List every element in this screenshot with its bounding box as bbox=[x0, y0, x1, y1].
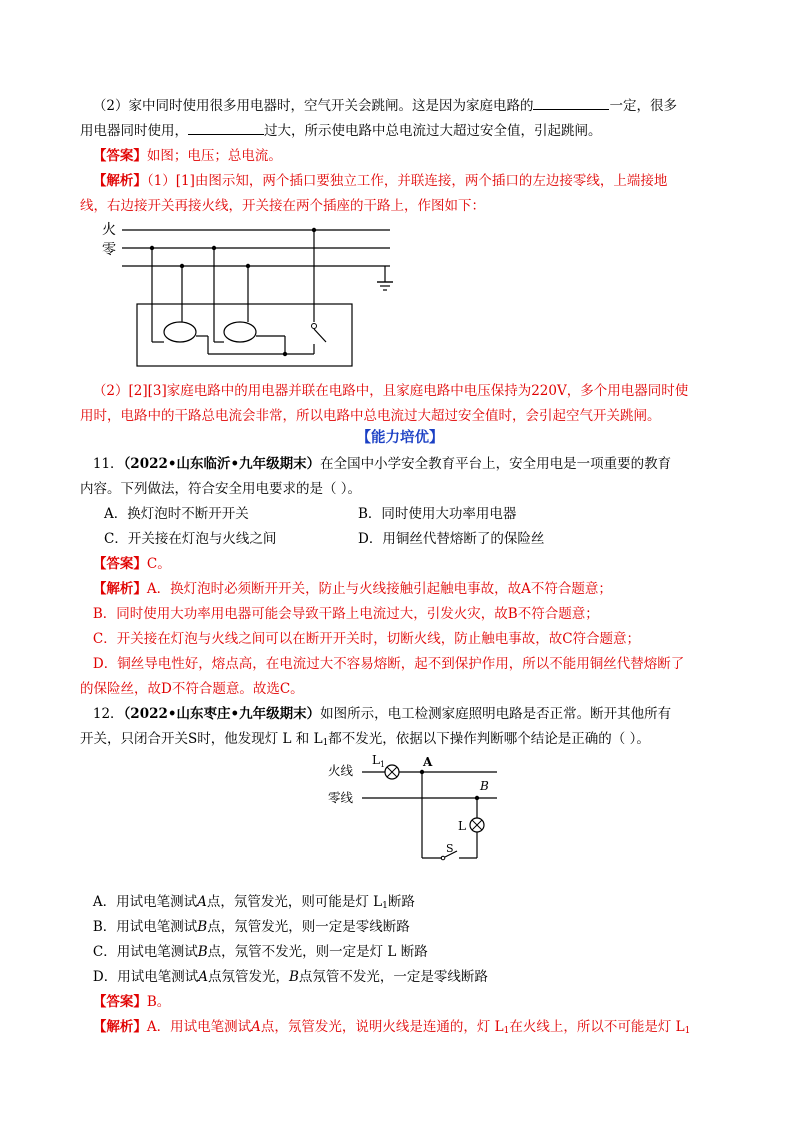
q12-option-c[interactable]: C．用试电笔测试B点，氖管不发光，则一定是灯 L 断路 bbox=[92, 944, 428, 960]
q10-part2-line1: （2）家中同时使用很多用电器时，空气开关会跳闸。这是因为家庭电路的 一定，很多 bbox=[92, 98, 677, 114]
q12-line2: 开关，只闭合开关S时，他发现灯 L 和 $L_1$都不发光，依据以下操作判断哪个结论是正确的（ ）。 bbox=[80, 731, 650, 748]
q11-option-a[interactable]: A．换灯泡时不断开开关 bbox=[104, 506, 249, 522]
q11-answer: 【答案】C。 bbox=[92, 556, 171, 572]
q10-analysis-line2: 线，右边接开关再接火线，开关接在两个插座的干路上，作图如下： bbox=[80, 198, 485, 214]
zero-wire-label: 零 bbox=[102, 242, 116, 258]
answer-blank[interactable] bbox=[188, 122, 264, 135]
switch bbox=[314, 329, 326, 342]
answer-blank[interactable] bbox=[533, 97, 609, 110]
q11-analysis-1: 【解析】A．换灯泡时必须断开开关，防止与火线接触引起触电事故，故A不符合题意； bbox=[92, 581, 612, 597]
q12-option-d[interactable]: D．用试电笔测试A点氖管发光，B点氖管不发光，一定是零线断路 bbox=[92, 969, 488, 985]
q12-option-a[interactable]: A．用试电笔测试A点，氖管发光，则可能是灯 $L_1$断路 bbox=[92, 894, 415, 911]
q11-line1: 11．（2022•山东临沂•九年级期末）在全国中小学安全教育平台上，安全用电是一项重要的教育 bbox=[92, 456, 672, 472]
fire-line-label: 火线 bbox=[328, 763, 354, 778]
q11-analysis-2: B．同时使用大功率用电器可能会导致干路上电流过大，引发火灾，故B不符合题意； bbox=[92, 606, 599, 622]
point-a-label: A bbox=[423, 755, 433, 769]
lamp-l-label: L bbox=[458, 819, 466, 833]
q12-analysis-1: 【解析】A．用试电笔测试A点，氖管发光，说明火线是连通的，灯 $L_1$在火线上，所以不可能是灯 $L_1$ bbox=[92, 1019, 691, 1036]
socket-1 bbox=[164, 322, 196, 342]
q10-analysis-line4: 用时，电路中的干路总电流会非常，所以电路中总电流过大超过安全值时，会引起空气开关跳闸。 bbox=[80, 408, 661, 424]
switch-s-label: S bbox=[446, 842, 454, 855]
q12-line1: 12．（2022•山东枣庄•九年级期末）如图所示，电工检测家庭照明电路是否正常。断开其他所有 bbox=[92, 706, 672, 722]
lamp-l1-label: L bbox=[372, 753, 380, 767]
q12-answer: 【答案】B。 bbox=[92, 994, 171, 1010]
q11-analysis-3: C．开关接在灯泡与火线之间可以在断开开关时，切断火线，防止触电事故，故C符合题意； bbox=[92, 631, 641, 647]
q11-option-d[interactable]: D．用铜丝代替熔断了的保险丝 bbox=[358, 531, 545, 547]
q11-line2: 内容。下列做法，符合安全用电要求的是（ ）。 bbox=[80, 481, 362, 497]
q11-analysis-5: 的保险丝，故D不符合题意。故选C。 bbox=[80, 681, 304, 697]
q10-analysis-line1: 【解析】（1）[1]由图示知，两个插口要独立工作，并联连接，两个插口的左边接零线，上端接地 bbox=[92, 173, 668, 189]
q12-option-b[interactable]: B．用试电笔测试B点，氖管发光，则一定是零线断路 bbox=[92, 919, 410, 935]
q11-option-c[interactable]: C．开关接在灯泡与火线之间 bbox=[104, 531, 277, 547]
zero-line-label: 零线 bbox=[328, 790, 354, 805]
q10-part2-line2: 用电器同时使用， 过大，所示使电路中总电流过大超过安全值，引起跳闸。 bbox=[80, 123, 602, 139]
point-b-label: B bbox=[480, 779, 489, 793]
q10-analysis-line3: （2）[2][3]家庭电路中的用电器并联在电路中，且家庭电路中电压保持为220V，多个用电器同时使 bbox=[92, 383, 689, 399]
q11-analysis-4: D．铜丝导电性好，熔点高，在电流过大不容易熔断，起不到保护作用，所以不能用铜丝代替熔断了 bbox=[92, 656, 685, 672]
fire-wire-label: 火 bbox=[102, 222, 116, 238]
socket-2 bbox=[224, 322, 256, 342]
section-title: 【能力培优】 bbox=[356, 429, 444, 446]
q11-option-b[interactable]: B．同时使用大功率用电器 bbox=[358, 506, 517, 522]
circuit-diagram-lamps bbox=[322, 752, 502, 878]
svg-text:L1: $L_1$ bbox=[372, 753, 386, 769]
q10-answer: 【答案】如图；电压；总电流。 bbox=[92, 148, 282, 164]
circuit-diagram-sockets bbox=[100, 218, 400, 374]
